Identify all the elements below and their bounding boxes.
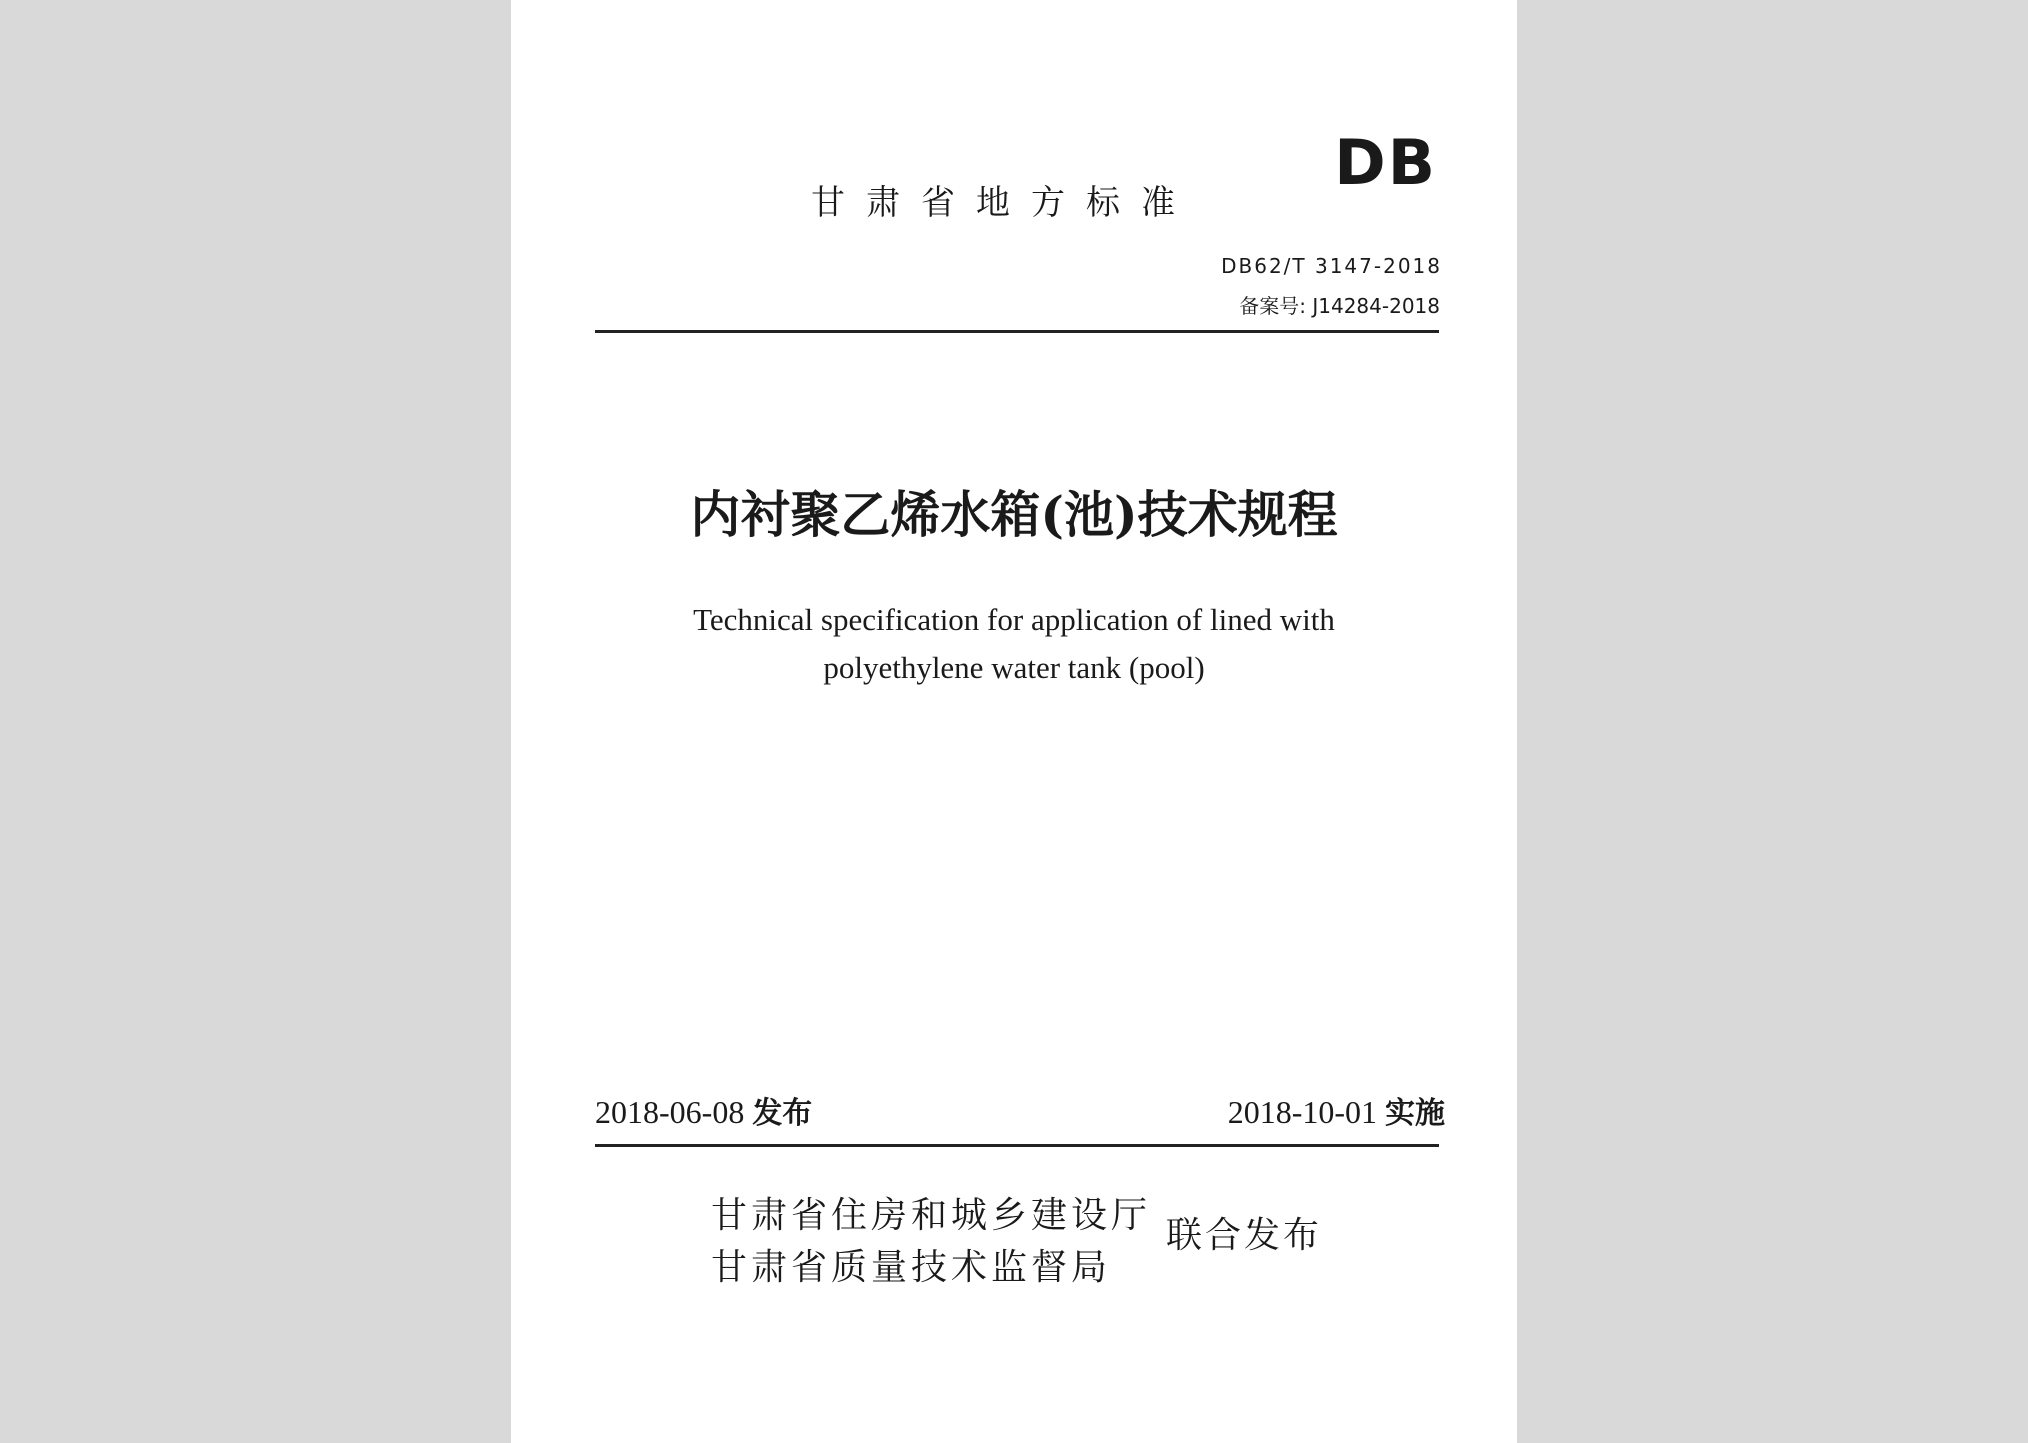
implement-date-block [1228, 1096, 1445, 1129]
bottom-divider [595, 1144, 1439, 1147]
implement-date: 2018-10-01 [1227, 1094, 1377, 1130]
top-divider [595, 330, 1439, 333]
implement-label: 实施 [1385, 1096, 1445, 1131]
standard-type: 甘肃省地方标准 [811, 183, 1196, 223]
issue-label: 发布 [752, 1096, 813, 1131]
issuer-2: 甘肃省质量技术监督局 [711, 1247, 1112, 1288]
issuer-1: 甘肃省住房和城乡建设厅 [711, 1195, 1152, 1236]
record-number: 备案号: J14284-2018 [1239, 294, 1440, 318]
document-page [511, 0, 1517, 1443]
db-mark: DB [1334, 126, 1437, 199]
joint-issue-label: 联合发布 [1166, 1215, 1323, 1256]
standard-code: DB62/T 3147-2018 [1221, 254, 1442, 278]
title-chinese: 内衬聚乙烯水箱(池)技术规程 [690, 485, 1338, 544]
title-english-line-1: Technical specification for application of lined with [693, 602, 1335, 637]
title-english-line-2: polyethylene water tank (pool) [823, 650, 1205, 685]
issue-date-block [595, 1096, 812, 1129]
title-english [511, 596, 1517, 692]
issue-date: 2018-06-08 [595, 1094, 745, 1130]
issuers [711, 1190, 1151, 1294]
